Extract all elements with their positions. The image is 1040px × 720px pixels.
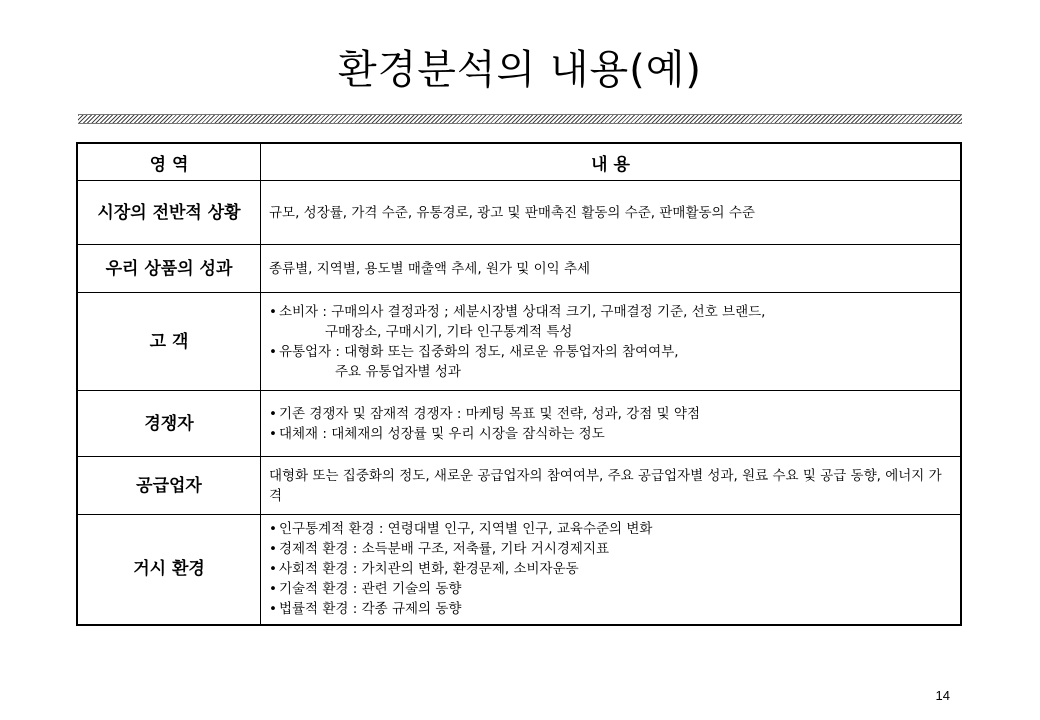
table-row [77,457,961,515]
bullet-continuation: 구매장소, 구매시기, 기타 인구통계적 특성 [325,323,573,340]
table-header-row [77,143,961,181]
row-area: 우리 상품의 성과 [77,245,261,293]
table-row [77,391,961,457]
bullet-item: • 대체재 : 대체재의 성장률 및 우리 시장을 잠식하는 정도 [269,424,952,444]
page-title: 환경분석의 내용(예) [337,47,703,93]
table-row [77,181,961,245]
title-divider [78,114,962,124]
table-row [77,293,961,391]
table-row [77,515,961,625]
row-content [261,293,962,391]
page-number: 14 [935,688,950,703]
row-area: 거시 환경 [77,515,261,625]
bullet-item: • 인구통계적 환경 : 연령대별 인구, 지역별 인구, 교육수준의 변화 [269,519,952,539]
bullet-item: • 소비자 : 구매의사 결정과정 ; 세분시장별 상대적 크기, 구매결정 기준, 선호 브랜드, [269,302,952,322]
environment-analysis-table [76,142,962,626]
bullet-item: • 유통업자 : 대형화 또는 집중화의 정도, 새로운 유통업자의 참여여부, [269,342,952,362]
row-content [261,391,962,457]
bullet-item: • 사회적 환경 : 가치관의 변화, 환경문제, 소비자운동 [269,559,952,579]
row-content: 규모, 성장률, 가격 수준, 유통경로, 광고 및 판매촉진 활동의 수준, 판매활동의 수준 [261,181,962,245]
bullet-item: • 법률적 환경 : 각종 규제의 동향 [269,599,952,619]
header-content: 내 용 [261,143,962,181]
bullet-item: • 기존 경쟁자 및 잠재적 경쟁자 : 마케팅 목표 및 전략, 성과, 강점 및 약점 [269,404,952,424]
row-content: 대형화 또는 집중화의 정도, 새로운 공급업자의 참여여부, 주요 공급업자별 성과, 원료 수요 및 공급 동향, 에너지 가격 [261,457,962,515]
header-area: 영 역 [77,143,261,181]
row-content [261,515,962,625]
row-area: 공급업자 [77,457,261,515]
row-content: 종류별, 지역별, 용도별 매출액 추세, 원가 및 이익 추세 [261,245,962,293]
row-area: 경쟁자 [77,391,261,457]
row-area: 고 객 [77,293,261,391]
bullet-item: • 경제적 환경 : 소득분배 구조, 저축률, 기타 거시경제지표 [269,539,952,559]
bullet-continuation: 주요 유통업자별 성과 [335,363,461,380]
bullet-item: • 기술적 환경 : 관련 기술의 동향 [269,579,952,599]
row-area-label: 시장의 전반적 상황 [97,202,241,223]
table-row [77,245,961,293]
row-area [77,181,261,245]
